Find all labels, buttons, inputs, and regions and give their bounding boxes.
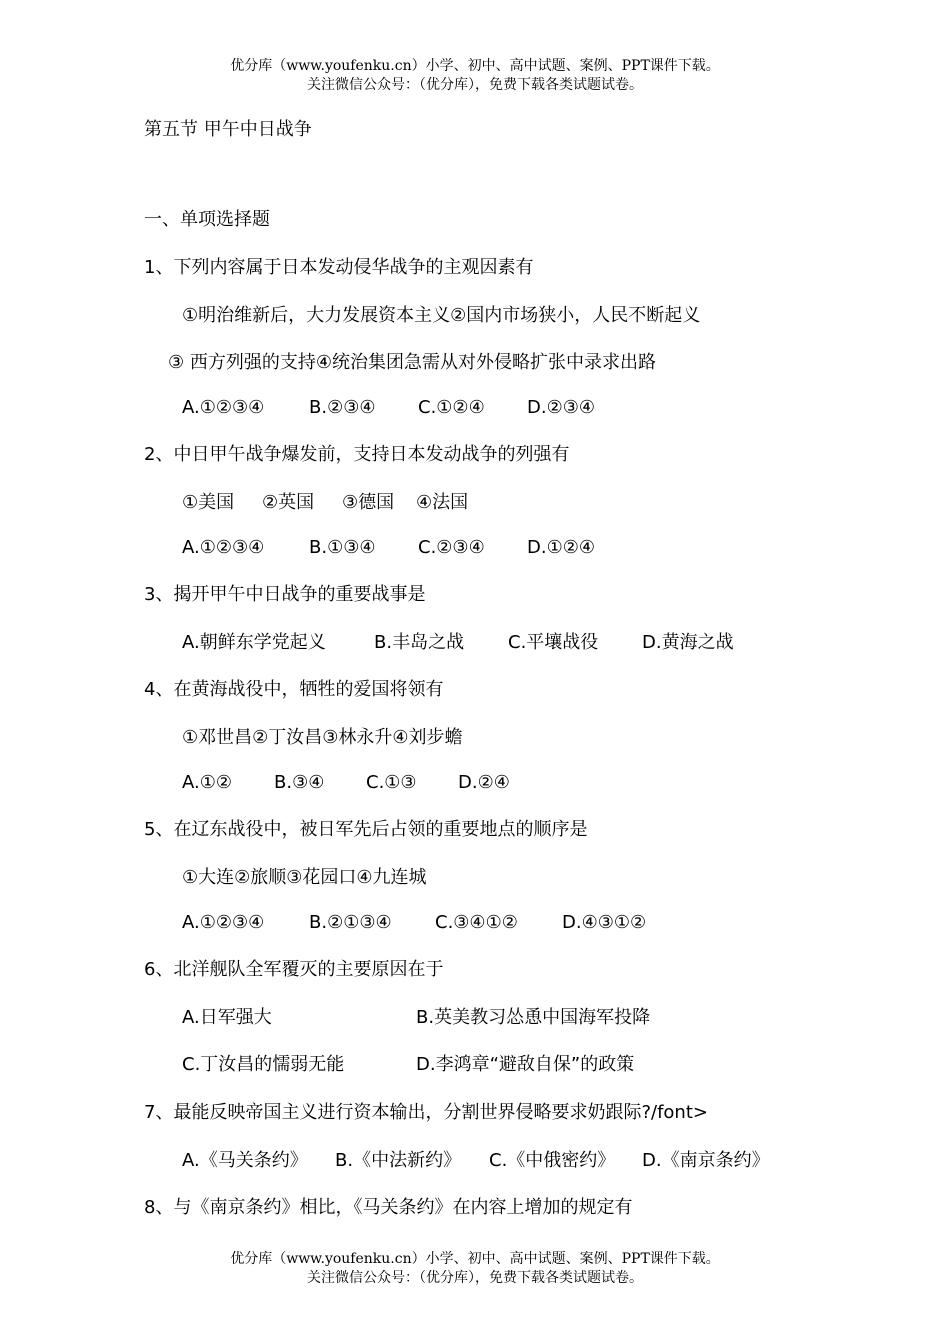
question-1-option-d[interactable]: D.②③④ [527,397,595,418]
question-7-stem: 7、最能反映帝国主义进行资本输出，分割世界侵略要求奶跟际?/font> [144,1102,708,1123]
question-4-option-c[interactable]: C.①③ [366,772,417,793]
question-6-option-b[interactable]: B.英美教习怂恿中国海军投降 [416,1007,651,1028]
question-2-option-c[interactable]: C.②③④ [418,537,485,558]
question-7-option-d[interactable]: D.《南京条约》 [642,1150,770,1171]
header-line-2: 关注微信公众号：（优分库），免费下载各类试题试卷。 [307,77,643,93]
question-8-stem: 8、与《南京条约》相比，《马关条约》在内容上增加的规定有 [144,1197,633,1218]
question-4-stem: 4、在黄海战役中，牺牲的爱国将领有 [144,679,444,700]
question-5-option-b[interactable]: B.②①③④ [309,912,392,933]
question-1-option-a[interactable]: A.①②③④ [182,397,265,418]
page-footer [0,1250,950,1288]
question-2-option-d[interactable]: D.①②④ [527,537,595,558]
question-6-option-c[interactable]: C.丁汝昌的懦弱无能 [182,1054,345,1075]
question-2-item-4: ④法国 [416,492,469,513]
section-title: 第五节 甲午中日战争 [144,119,312,140]
question-1-stem: 1、下列内容属于日本发动侵华战争的主观因素有 [144,257,534,278]
footer-line-2: 关注微信公众号：（优分库），免费下载各类试题试卷。 [307,1270,643,1286]
question-5-items: ①大连②旅顺③花园口④九连城 [182,867,427,888]
question-2-item-2: ②英国 [262,492,315,513]
question-4-option-d[interactable]: D.②④ [458,772,510,793]
question-4-option-a[interactable]: A.①② [182,772,232,793]
question-5-option-a[interactable]: A.①②③④ [182,912,265,933]
header-line-1: 优分库（www.youfenku.cn）小学、初中、高中试题、案例、PPT课件下载。 [230,58,720,74]
question-3-option-b[interactable]: B.丰岛之战 [374,632,465,653]
page-header [0,57,950,95]
question-4-items: ①邓世昌②丁汝昌③林永升④刘步蟾 [182,727,463,748]
question-1-option-c[interactable]: C.①②④ [418,397,485,418]
question-2-stem: 2、中日甲午战争爆发前，支持日本发动战争的列强有 [144,444,570,465]
question-6-option-d[interactable]: D.李鸿章“避敌自保”的政策 [416,1054,635,1075]
question-2-item-1: ①美国 [182,492,235,513]
question-5-option-c[interactable]: C.③④①② [435,912,518,933]
question-6-stem: 6、北洋舰队全军覆灭的主要原因在于 [144,959,444,980]
question-7-option-b[interactable]: B.《中法新约》 [335,1150,462,1171]
question-6-option-a[interactable]: A.日军强大 [182,1007,272,1028]
question-3-option-a[interactable]: A.朝鲜东学党起义 [182,632,326,653]
question-4-option-b[interactable]: B.③④ [274,772,325,793]
question-3-option-d[interactable]: D.黄海之战 [642,632,734,653]
question-7-option-c[interactable]: C.《中俄密约》 [489,1150,616,1171]
question-2-item-3: ③德国 [342,492,395,513]
question-1-item-line-1: ①明治维新后，大力发展资本主义②国内市场狭小，人民不断起义 [182,305,701,326]
question-2-option-b[interactable]: B.①③④ [309,537,376,558]
question-2-option-a[interactable]: A.①②③④ [182,537,265,558]
question-5-option-d[interactable]: D.④③①② [562,912,647,933]
question-7-option-a[interactable]: A.《马关条约》 [182,1150,308,1171]
question-3-option-c[interactable]: C.平壤战役 [508,632,599,653]
question-1-item-line-2: ③ 西方列强的支持④统治集团急需从对外侵略扩张中录求出路 [168,352,656,373]
footer-line-1: 优分库（www.youfenku.cn）小学、初中、高中试题、案例、PPT课件下载。 [230,1251,720,1267]
question-5-stem: 5、在辽东战役中，被日军先后占领的重要地点的顺序是 [144,819,588,840]
question-1-option-b[interactable]: B.②③④ [309,397,376,418]
part-title: 一、单项选择题 [144,209,270,230]
question-3-stem: 3、揭开甲午中日战争的重要战事是 [144,584,426,605]
